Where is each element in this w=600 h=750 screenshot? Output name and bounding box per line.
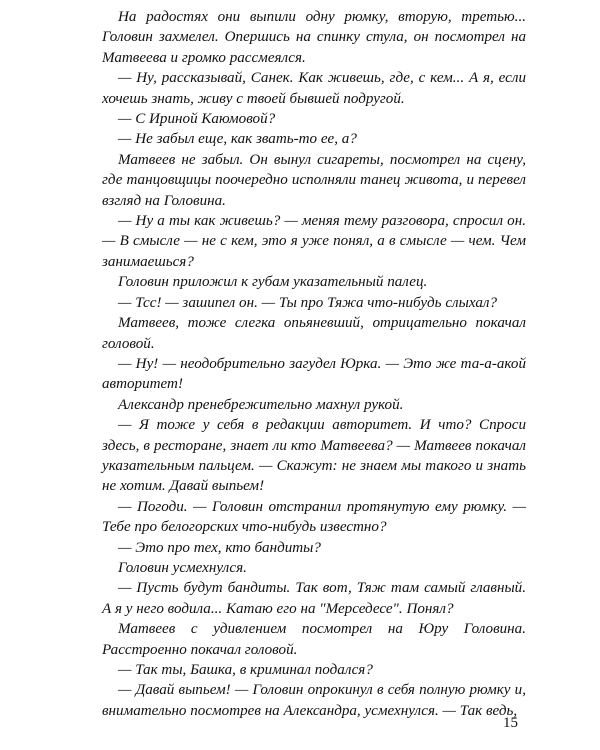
paragraph: — Это про тех, кто бандиты? (118, 539, 321, 556)
paragraph: — Ну, рассказывай, Санек. Как живешь, где, с кем... А я, если хочешь знать, живу с твоей бывшей подругой. (102, 70, 526, 107)
paragraph: — Давай выпьем! — Головин опрокинул в себя полную рюмку и, внимательно посмотрев на Александра, усмехнулся. — Так ведь, (102, 682, 526, 719)
paragraph: На радостях они выпили одну рюмку, вторую, третью... Головин захмелел. Опершись на спинку стула, он посмотрел на Матвеева и громко рассмеялся. (102, 9, 526, 66)
paragraph: — Ну! — неодобрительно загудел Юрка. — Это же та-а-акой авторитет! (102, 355, 526, 393)
paragraph: — С Ириной Каюмовой? (118, 111, 276, 128)
paragraph: — Погоди. — Головин отстранил протянутую ему рюмку. — Тебе про белогорских что-нибудь известно? (102, 498, 526, 536)
paragraph: — Тсс! — зашипел он. — Ты про Тяжа что-нибудь слыхал? (118, 294, 497, 311)
paragraph: — Не забыл еще, как звать-то ее, а? (118, 131, 357, 148)
paragraph: — Я тоже у себя в редакции авторитет. И что? Спроси здесь, в ресторане, знает ли кто Матвеева? — Матвеев покачал указательным пальцем. — Скажут: не знаем мы такого и знать не хотим. Давай выпьем! (102, 417, 526, 495)
page-number: 15 (503, 715, 518, 731)
paragraph: Матвеев не забыл. Он вынул сигареты, посмотрел на сцену, где танцовщицы поочередно исполняли танец живота, и перевел взгляд на Головина. (102, 151, 526, 209)
paragraph: Матвеев, тоже слегка опьяневший, отрицательно покачал головой. (102, 315, 526, 352)
paragraph: Александр пренебрежительно махнул рукой. (118, 396, 404, 413)
paragraph: — Пусть будут бандиты. Так вот, Тяж там самый главный. А я у него водила... Катаю его на "Мерседесе". Понял? (102, 580, 526, 617)
paragraph: Головин усмехнулся. (118, 559, 247, 576)
paragraph: Головин приложил к губам указательный палец. (118, 274, 428, 291)
page-text (102, 7, 526, 721)
paragraph: — Так ты, Башка, в криминал подался? (118, 662, 373, 678)
paragraph: — Ну а ты как живешь? — меняя тему разговора, спросил он. — В смысле — не с кем, это я уже понял, а в смысле — чем. Чем занимаешься? (102, 213, 526, 270)
paragraph: Матвеев с удивлением посмотрел на Юру Головина. Расстроенно покачал головой. (102, 621, 526, 658)
